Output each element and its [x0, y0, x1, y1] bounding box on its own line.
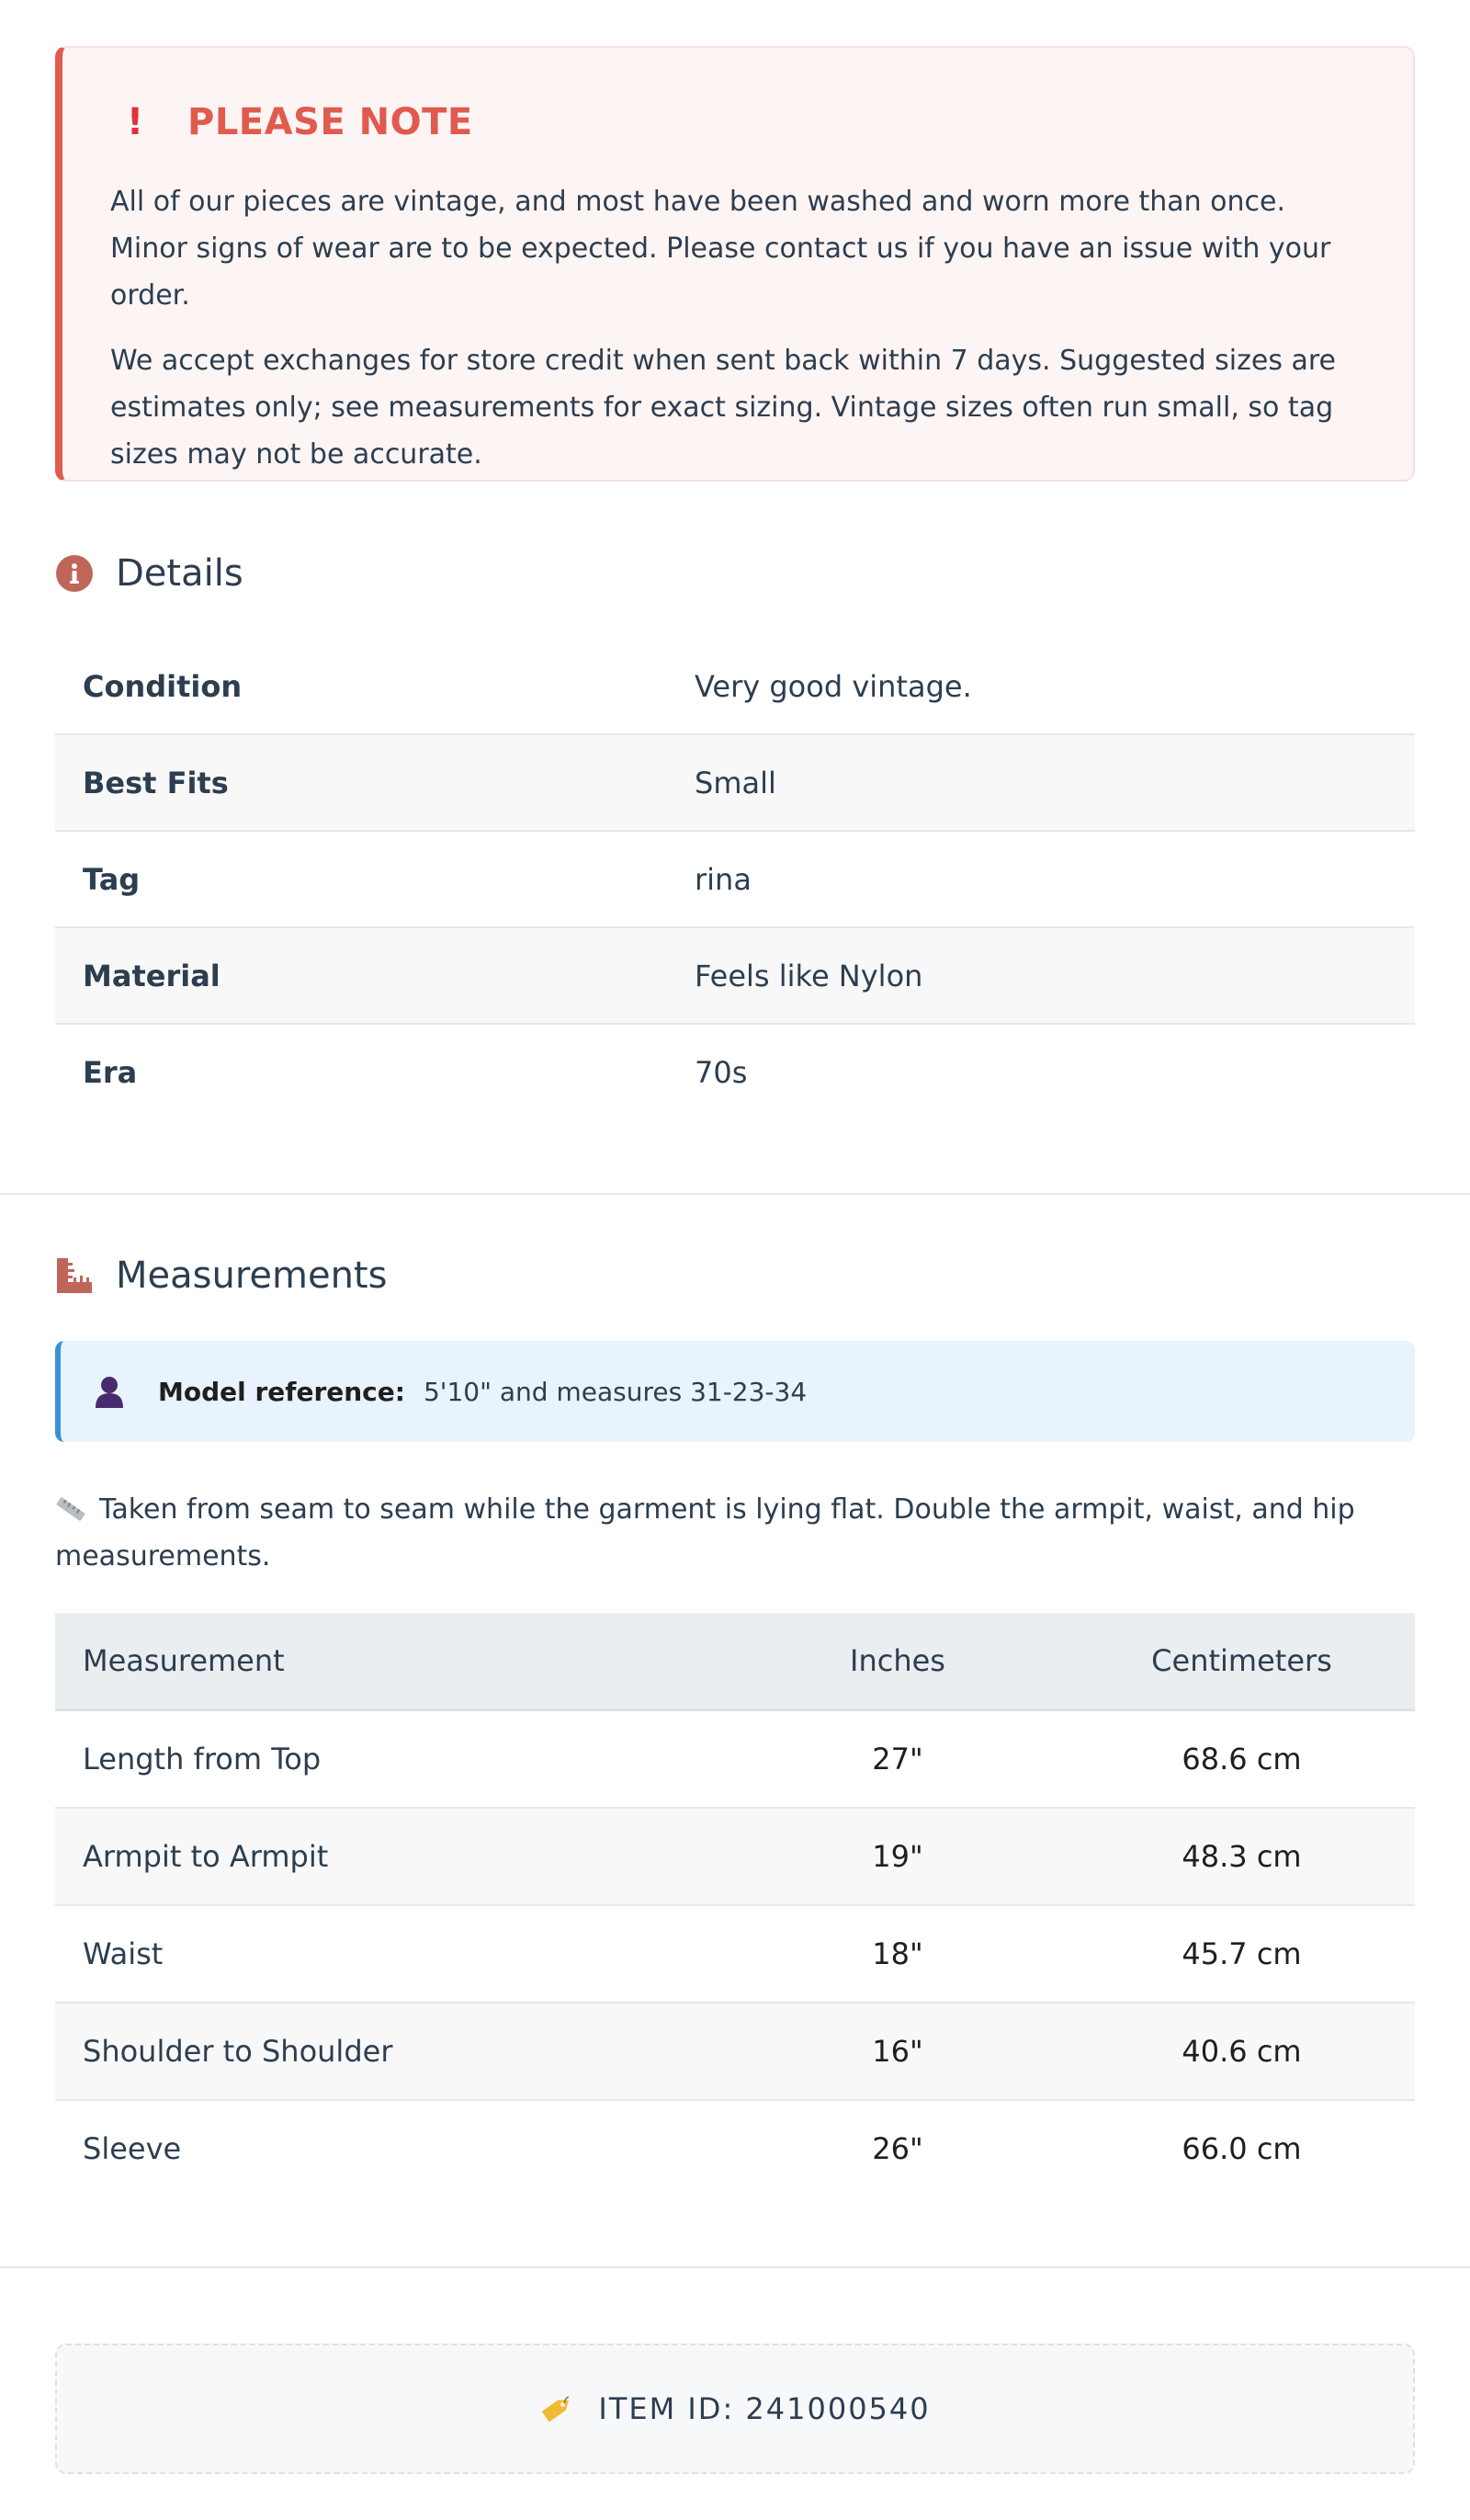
column-header-inches: Inches [727, 1613, 1069, 1710]
details-row [55, 831, 1415, 927]
table-row [55, 2100, 1415, 2196]
measurement-note-text: Taken from seam to seam while the garment is lying flat. Double the armpit, waist, and hip measurements. [55, 1493, 1355, 1572]
details-row [55, 734, 1415, 831]
notice-paragraph-exchanges: We accept exchanges for store credit when sent back within 7 days. Suggested sizes are estimates only; see measurements for exact sizing. Vintage sizes often run small, so tag sizes may not be accurate. [110, 345, 1337, 471]
details-label: Best Fits [55, 734, 667, 831]
details-header [55, 546, 1415, 601]
ruler-icon [55, 1256, 94, 1295]
details-label: Era [83, 1054, 138, 1090]
measurement-name: Sleeve [83, 2131, 182, 2166]
measurements-table-wrap [55, 1613, 1415, 2196]
details-table [55, 639, 1415, 1119]
measurement-inches: 27" [727, 1710, 1069, 1809]
measurement-name: Waist [55, 1905, 727, 2003]
measurement-name: Length from Top [55, 1710, 727, 1809]
details-label: Tag [55, 831, 667, 927]
measurement-cm: 48.3 cm [1069, 1808, 1415, 1905]
details-row [55, 639, 1415, 734]
section-divider [0, 1193, 1470, 1195]
model-reference-box [55, 1341, 1415, 1442]
table-row [55, 1710, 1415, 1809]
measurement-inches: 18" [727, 1905, 1069, 2003]
ruler-small-icon [55, 1497, 86, 1521]
details-value: rina [667, 831, 1415, 927]
details-value: Small [667, 734, 1415, 831]
table-row [55, 1808, 1415, 1905]
notice-paragraph-wear: All of our pieces are vintage, and most have been washed and worn more than once. Minor signs of wear are to be expected. Please contact us if you have an issue with your order. [110, 186, 1331, 312]
table-row [55, 2003, 1415, 2100]
details-title: Details [116, 552, 243, 595]
notice-title: PLEASE NOTE [187, 101, 473, 143]
measurement-cm: 40.6 cm [1069, 2003, 1415, 2100]
column-header-measurement: Measurement [55, 1613, 727, 1710]
item-id-box [55, 2344, 1415, 2474]
item-id-text: ITEM ID: 241000540 [598, 2391, 931, 2426]
details-table-wrap [55, 639, 1415, 1119]
price-tag-icon [539, 2393, 574, 2424]
table-row [55, 1905, 1415, 2003]
column-header-centimeters: Centimeters [1069, 1613, 1415, 1710]
measurement-inches: 26" [872, 2131, 923, 2166]
measurement-cm: 66.0 cm [1182, 2131, 1302, 2166]
section-divider [0, 2266, 1470, 2268]
measurements-section [55, 1248, 1415, 1303]
measurements-table [55, 1613, 1415, 2196]
info-circle-icon [55, 554, 94, 593]
measurement-instructions [55, 1486, 1415, 1580]
details-value: Very good vintage. [667, 639, 1415, 734]
measurement-cm: 45.7 cm [1069, 1905, 1415, 2003]
details-row [55, 927, 1415, 1024]
measurements-header [55, 1248, 1415, 1303]
measurement-name: Shoulder to Shoulder [55, 2003, 727, 2100]
details-row [55, 1024, 1415, 1119]
measurement-inches: 16" [727, 2003, 1069, 2100]
measurement-cm: 68.6 cm [1069, 1710, 1415, 1809]
details-label: Condition [55, 639, 667, 734]
details-value: 70s [695, 1054, 748, 1090]
details-value: Feels like Nylon [667, 927, 1415, 1024]
notice-header [110, 99, 1367, 145]
details-label: Material [55, 927, 667, 1024]
please-note-alert [55, 46, 1415, 482]
details-section [55, 546, 1415, 601]
exclamation-icon: ! [126, 101, 144, 143]
table-header-row [55, 1613, 1415, 1710]
measurement-inches: 19" [727, 1808, 1069, 1905]
measurement-name: Armpit to Armpit [55, 1808, 727, 1905]
person-silhouette-icon [94, 1375, 125, 1408]
model-reference-label: Model reference: [158, 1376, 405, 1407]
model-reference-value: 5'10" and measures 31-23-34 [423, 1376, 808, 1407]
measurements-title: Measurements [116, 1254, 388, 1297]
